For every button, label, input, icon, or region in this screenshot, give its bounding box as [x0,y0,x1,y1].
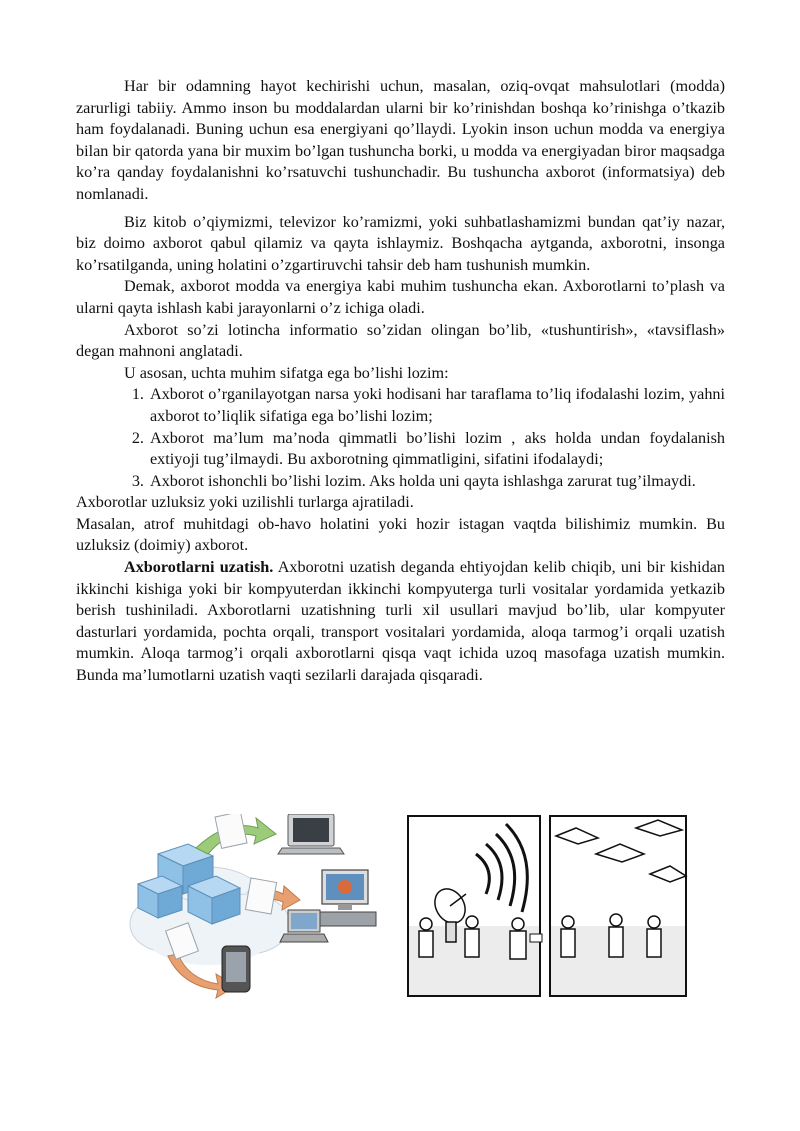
phone-icon [222,946,250,992]
monitor-icon [314,870,376,926]
list-item: 1. Axborot o’rganilayotgan narsa yoki hodisani har taraflama to’liq ifodalashi lozim, yahni axborot to’liqlik sifatiga ega bo’lishi lozim; [148,384,725,427]
section-heading: Axborotlarni uzatish. [124,558,274,577]
list-item: 3. Axborot ishonchli bo’lishi lozim. Aks holda uni qayta ishlashga zarurat tug’ilmaydi. [148,471,725,493]
cloud-devices-illustration [118,814,378,1000]
list-item: 2. Axborot ma’lum ma’noda qimmatli bo’lishi lozim , aks holda undan foydalanish extiyoji tug’ilmaydi. Bu axborotning qimmatligini, sifatini ifodalaydi; [148,428,725,471]
qualities-list [76,384,725,492]
laptop-icon [278,814,344,854]
document-body [76,76,725,687]
paragraph-importance: Demak, axborot modda va energiya kabi muhim tushuncha ekan. Axborotlarni to’plash va ularni qayta ishlash kabi jarayonlarni o’z ichiga oladi. [76,277,725,317]
paragraph-types: Axborotlar uzluksiz yoki uzilishli turlarga ajratiladi. [76,493,414,512]
section-text: Axborotni uzatish deganda ehtiyojdan kelib chiqib, uni bir kishidan ikkinchi kishiga yoki bir kompyuterdan ikkinchi kompyuterga turli vositalar yordamida yetkazib berish tushiniladi. Axborotlarni uzatishning turli xil usullari mavjud bo’lib, ular kompyuter dasturlari yordamida, pochta orqali, transport vositalari yordamida, aloqa tarmog’i orqali uzatish mumkin. Aloqa tarmog’i orqali axborotlarni qisqa vaqt ichida uzoq masofaga uzatish mumkin. Bunda ma’lumotlarni uzatish vaqti sezilarli darajada qisqaradi. [76,558,725,685]
boxes-icon [138,844,240,924]
letter-icon [530,934,542,942]
paragraph-transmission [76,557,725,687]
illustrations [118,814,688,1000]
paragraph-etymology: Axborot so’zi lotincha informatio so’zidan olingan bo’lib, «tushuntirish», «tavsiflash» degan mahnoni anglatadi. [76,320,725,361]
paragraph-intro: Har bir odamning hayot kechirishi uchun, masalan, oziq-ovqat mahsulotlari (modda) zarurligi tabiiy. Ammo inson bu moddalardan ularni bir ko’rinishdan boshqa ko’rinishga o’tkazib ham foydalanadi. Buning uchun esa energiyani qo’llaydi. Lyokin inson uchun modda va energiya bilan bir qatorda yana bir muxim bo’lgan tushuncha borki, u modda va energiyadan biror maqsadga ko’ra qanday foydalanishni ko’rsatuvchi tushunchadir. Bu tushuncha axborot (informatsiya) deb nomlanadi. [76,77,725,203]
paragraph-qualities-intro: U asosan, uchta muhim sifatga ega bo’lishi lozim: [124,363,449,382]
paragraph-example: Masalan, atrof muhitdagi ob-havo holatini yoki hozir istagan vaqtda bilishimiz mumkin. Bu uzluksiz (doimiy) axborot. [76,514,725,555]
comic-illustration [406,814,690,1000]
paragraph-reception: Biz kitob o’qiymizmi, televizor ko’ramizmi, yoki suhbatlashamizmi bundan qat’iy nazar, biz doimo axborot qabul qilamiz va qayta ishlaymiz. Boshqacha aytganda, axborotni, insonga ko’rsatilganda, uning holatini o’zgartiruvchi tahsir deb ham tushunish mumkin. [76,212,725,274]
